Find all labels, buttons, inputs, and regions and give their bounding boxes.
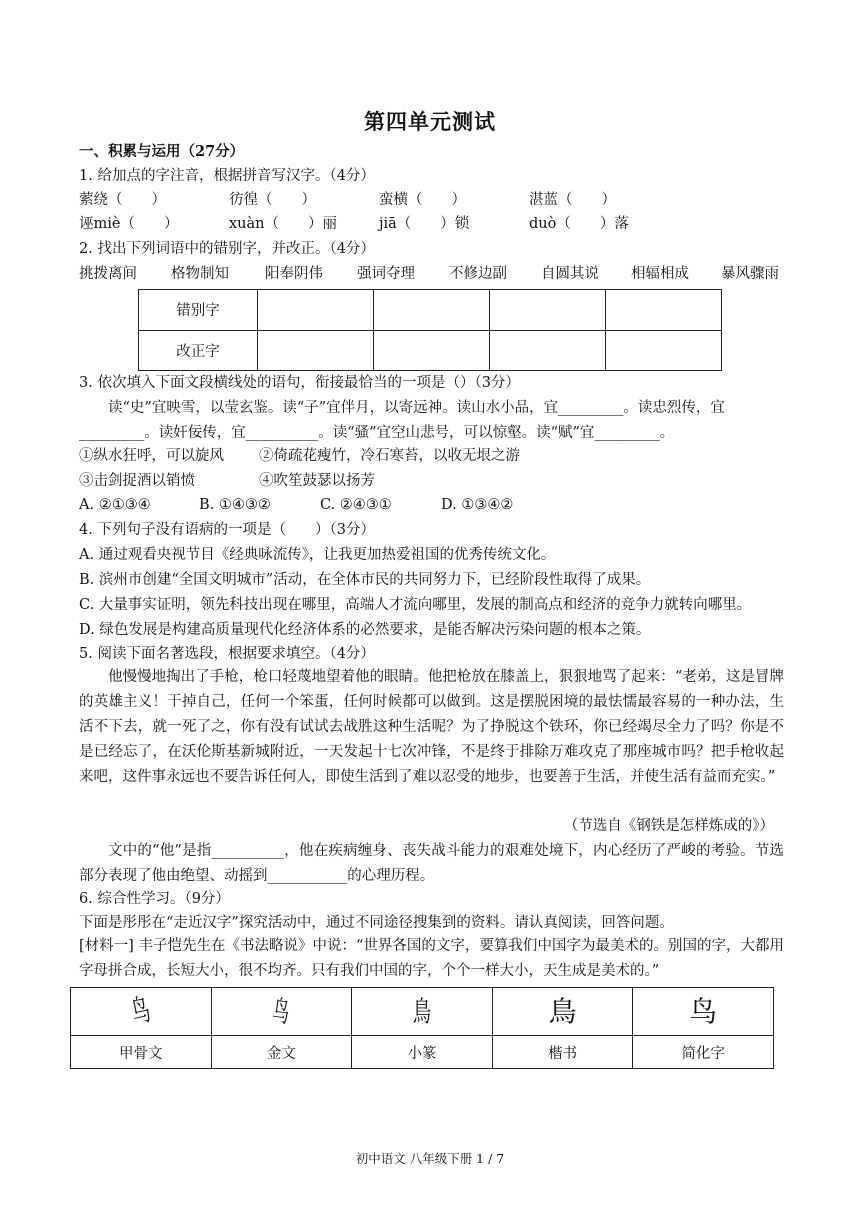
q1-item: 彷徨（ ） [229,192,316,208]
q3-choices [79,494,784,516]
glyph-cell [352,988,493,1036]
q3-choice: B. ①④③② [199,497,271,513]
q5-stem: 5. 阅读下面名著选段，根据要求填空。（4分） [79,646,375,662]
q1-row2 [79,213,784,235]
glyph-cell [211,988,352,1036]
glyph-cell [492,988,633,1036]
answer-cell[interactable] [374,290,490,331]
q1-item: duò（ ）落 [529,216,629,232]
answer-cell[interactable] [490,330,606,371]
q6-stem: 6. 综合性学习。（9分） [79,891,230,907]
page-footer: 初中语文 八年级下册 1 / 7 [355,1151,505,1166]
q4-option-b: B. 滨州市创建“全国文明城市”活动，在全体市民的共同努力下，已经阶段性取得了成果。 [79,572,651,588]
page-title: 第四单元测试 [364,109,496,134]
script-name: 小篆 [352,1036,493,1069]
q4-option-d: D. 绿色发展是构建高质量现代化经济体系的必然要求，是能否解决污染问题的根本之策。 [79,622,651,638]
script-name: 楷书 [492,1036,633,1069]
script-name: 甲骨文 [71,1036,212,1069]
simplified-bird-glyph: 鸟 [689,994,718,1028]
q2-word: 格物制知 [171,266,229,282]
answer-cell[interactable] [606,330,722,371]
q2-word: 相辐相成 [631,266,689,282]
q6-intro: 下面是彤彤在“走近汉字”探究活动中，通过不同途径搜集到的资料。请认真阅读，回答问题。 [79,915,674,931]
bronze-script-bird-glyph: 鸟 [270,993,293,1029]
q1-item: xuàn（ ）丽 [229,216,337,232]
q3-option: ④吹笙鼓瑟以扬芳 [259,473,375,489]
q1-item: 湛蓝（ ） [529,192,616,208]
oracle-bone-bird-glyph: 鸟 [128,992,154,1030]
q5-source: （节选自《钢铁是怎样炼成的》） [563,818,774,834]
q1-row1 [79,189,784,211]
q1-item: jiā（ ）锁 [379,216,470,232]
q3-option: ①纵水狂呼，可以旋风 [79,448,224,464]
q2-word: 不修边副 [449,266,507,282]
q1-item: 蛮横（ ） [379,192,466,208]
q4-option-c: C. 大量事实证明，领先科技出现在哪里，高端人才流向哪里，发展的制高点和经济的竞争力就转向哪里。 [79,597,752,613]
q3-choice: A. ②①③④ [79,497,151,513]
answer-cell[interactable] [490,290,606,331]
q2-word: 自圆其说 [541,266,599,282]
script-evolution-table [70,987,774,1069]
q3-option: ②倚疏花瘦竹，冷石寒苔，以收无垠之游 [259,448,520,464]
glyph-cell [71,988,212,1036]
q4-stem: 4. 下列句子没有语病的一项是（ ）（3分） [79,522,375,538]
q2-words [79,263,784,285]
q3-passage-line1: 读“史”宜映雪，以莹玄鉴。读“子”宜伴月，以寄远神。读山水小品，宜_________。读忠烈传，宜 [108,400,725,416]
q2-word: 阳奉阴伟 [265,266,323,282]
q5-fill-question: 文中的“他”是指__________，他在疾病缠身、丧失战斗能力的艰难处境下，内心经历了严峻的考验。节选部分表现了他由绝望、动摇到___________的心理历程。 [79,843,784,884]
q3-passage-line2: _________。读奸佞传，宜__________。读“骚”宜空山悲号，可以惊壑。读“赋”宜_________。 [79,425,675,441]
q4-option-a: A. 通过观看央视节目《经典咏流传》，让我更加热爱祖国的优秀传统文化。 [79,547,556,563]
q3-choice: D. ①③④② [441,497,514,513]
glyph-cell [633,988,774,1036]
q2-word: 挑拨离间 [79,266,137,282]
q3-options-row1 [79,445,784,467]
q3-choice: C. ②④③① [320,497,392,513]
q3-options-row2 [79,470,784,492]
script-name: 简化字 [633,1036,774,1069]
row-label-wrong: 错别字 [139,290,258,331]
q2-stem: 2. 找出下列词语中的错别字，并改正。（4分） [79,241,375,257]
seal-script-bird-glyph: 鳥 [412,994,432,1028]
answer-cell[interactable] [606,290,722,331]
q6-material1: [材料一] 丰子恺先生在《书法略说》中说：“世界各国的文字，要算我们中国字为最美术的。别国的字，大都用字母拼合成，长短大小，很不均齐。只有我们中国的字，个个一样大小，天生成是美术的。” [79,938,784,979]
regular-script-bird-glyph: 鳥 [548,994,577,1028]
q3-stem: 3. 依次填入下面文段横线处的语句，衔接最恰当的一项是（）（3分） [79,375,520,391]
row-label-correct: 改正字 [139,330,258,371]
answer-cell[interactable] [258,290,374,331]
answer-cell[interactable] [374,330,490,371]
q1-item: 萦绕（ ） [79,192,166,208]
q2-word: 强词夺理 [357,266,415,282]
q2-word: 暴风骤雨 [721,266,779,282]
q1-stem: 1. 给加点的字注音，根据拼音写汉字。（4分） [79,168,375,184]
q1-item: 诬miè（ ） [79,216,179,232]
q5-passage: 他慢慢地掏出了手枪，枪口轻蔑地望着他的眼睛。他把枪放在膝盖上，狠狠地骂了起来：“老弟，这是冒牌的英雄主义！干掉自己，任何一个笨蛋，任何时候都可以做到。这是摆脱困境的最怯懦最容易的一种办法，生活不下去，就一死了之，你有没有试试去战胜这种生活呢？为了挣脱这个铁环，你已经竭尽全力了吗？你是不是已经忘了，在沃伦斯基新城附近，一天发起十七次冲锋，不是终于排除万难攻克了那座城市吗？把手枪收起来吧，这件事永远也不要告诉任何人，即使生活到了难以忍受的地步，也要善于生活，并使生活有益而充实。” [79,669,784,785]
answer-cell[interactable] [258,330,374,371]
script-name: 金文 [211,1036,352,1069]
q3-option: ③击剑捉酒以销愤 [79,473,195,489]
section-heading: 一、积累与运用（27分） [79,143,245,160]
q2-answer-table [138,289,722,371]
